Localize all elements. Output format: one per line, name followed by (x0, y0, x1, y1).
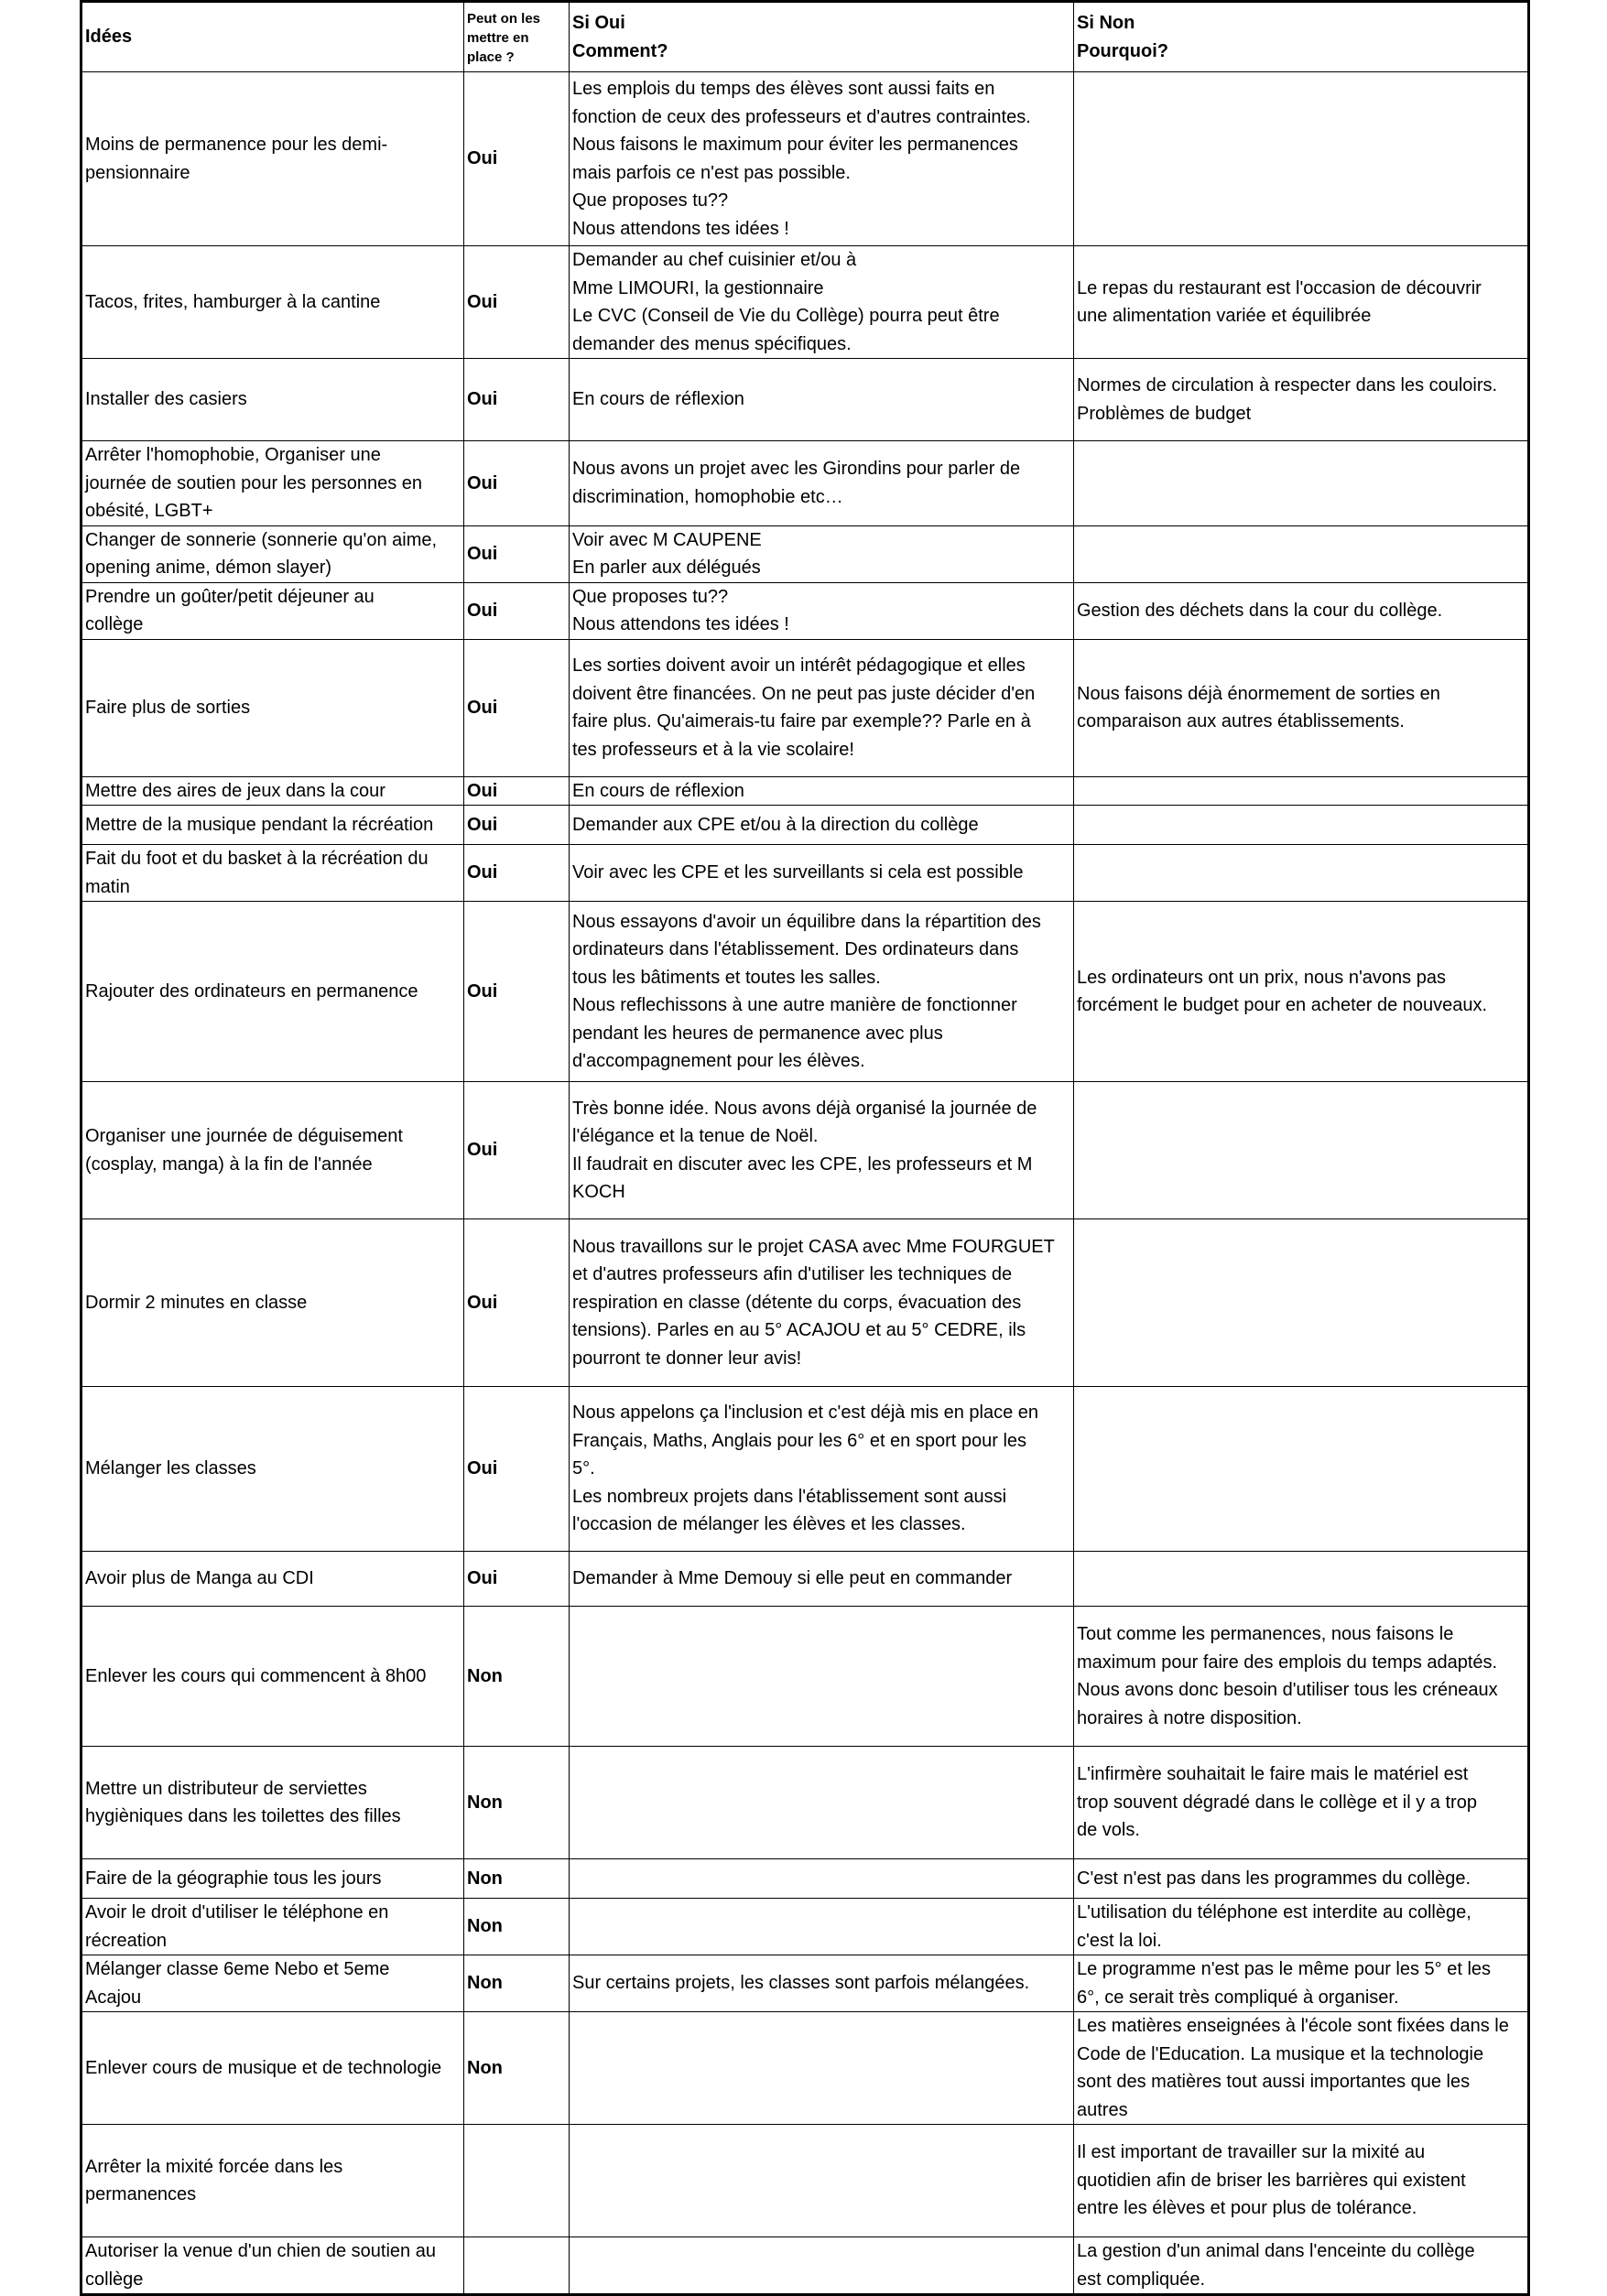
table-row (81, 1955, 1529, 2012)
idea-text: Changer de sonnerie (sonnerie qu'on aime, opening anime, démon slayer) (85, 529, 438, 578)
can-cell (464, 1082, 570, 1219)
idea-cell (81, 1082, 464, 1219)
why-text: Tout comme les permanences, nous faisons le maximum pour faire des emplois du temps adaptés. Nous avons donc besoin d'utiliser tous les créneaux horaires à notre disposition. (1077, 1624, 1498, 1728)
idea-cell (81, 1859, 464, 1899)
why-text: L'infirmère souhaitait le faire mais le matériel est trop souvent dégradé dans le collège et il y a trop de vols. (1077, 1764, 1477, 1841)
table-row (81, 845, 1529, 902)
can-text: Non (467, 1792, 503, 1813)
header-can-implement: Peut on les mettre en place ? (464, 2, 570, 72)
idea-cell (81, 2012, 464, 2125)
why-cell (1074, 525, 1529, 582)
idea-cell (81, 582, 464, 639)
can-text: Oui (467, 389, 498, 410)
how-text: Les emplois du temps des élèves sont aussi faits en fonction de ceux des professeurs et d'autres contraintes. Nous faisons le maximum pour éviter les permanences mais parfois ce n'est pas possible. Que proposes tu?? Nous attendons tes idées ! (572, 79, 1031, 239)
header-row (81, 2, 1529, 72)
table-row (81, 1747, 1529, 1859)
can-cell (464, 246, 570, 359)
table-row (81, 2125, 1529, 2237)
idea-cell (81, 1955, 464, 2012)
can-cell (464, 1387, 570, 1552)
idea-text: Autoriser la venue d'un chien de soutien au collège (85, 2241, 436, 2290)
why-text: Normes de circulation à respecter dans les couloirs. Problèmes de budget (1077, 375, 1498, 424)
can-cell (464, 1552, 570, 1607)
how-text: En cours de réflexion (572, 389, 744, 410)
why-text: Les matières enseignées à l'école sont fixées dans le Code de l'Education. La musique et la technologie sont des matières tout aussi importantes que les autres (1077, 2016, 1509, 2120)
how-text: Voir avec les CPE et les surveillants si cela est possible (572, 862, 1024, 883)
idea-text: Arrêter l'homophobie, Organiser une journée de soutien pour les personnes en obésité, LGBT+ (85, 445, 423, 521)
can-text: Oui (467, 814, 498, 835)
idea-text: Mélanger les classes (85, 1458, 256, 1479)
idea-text: Arrêter la mixité forcée dans les permanences (85, 2156, 343, 2204)
table-row (81, 246, 1529, 359)
ideas-table (80, 0, 1530, 2296)
can-cell (464, 359, 570, 441)
can-text: Oui (467, 862, 498, 883)
can-text: Oui (467, 148, 498, 169)
table-row (81, 2012, 1529, 2125)
how-cell (570, 1219, 1074, 1387)
idea-text: Faire plus de sorties (85, 697, 251, 718)
how-cell (570, 246, 1074, 359)
can-text: Oui (467, 1568, 498, 1589)
can-cell (464, 72, 570, 246)
why-cell (1074, 1747, 1529, 1859)
why-cell (1074, 441, 1529, 526)
can-cell (464, 845, 570, 902)
how-text: Demander aux CPE et/ou à la direction du collège (572, 814, 979, 835)
how-cell (570, 806, 1074, 845)
how-cell (570, 2237, 1074, 2295)
can-cell (464, 1219, 570, 1387)
idea-text: Mettre un distributeur de serviettes hygièniques dans les toilettes des filles (85, 1778, 401, 1826)
how-text: Demander à Mme Demouy si elle peut en commander (572, 1568, 1013, 1589)
idea-cell (81, 1219, 464, 1387)
how-cell (570, 525, 1074, 582)
table-row (81, 582, 1529, 639)
idea-cell (81, 1899, 464, 1955)
how-text: Nous travaillons sur le projet CASA avec Mme FOURGUET et d'autres professeurs afin d'utiliser les techniques de respiration en classe (détente du corps, évacuation des tensions). Parles en au 5° ACAJOU et au 5° CEDRE, ils pourront te donner leur avis! (572, 1236, 1055, 1369)
why-cell (1074, 582, 1529, 639)
can-text: Oui (467, 1458, 498, 1479)
table-row (81, 441, 1529, 526)
can-cell (464, 1607, 570, 1747)
how-cell (570, 1899, 1074, 1955)
can-cell (464, 2237, 570, 2295)
why-cell (1074, 845, 1529, 902)
how-cell (570, 582, 1074, 639)
how-text: Demander au chef cuisinier et/ou à Mme LIMOURI, la gestionnaire Le CVC (Conseil de Vie du Collège) pourra peut être demander des menus spécifiques. (572, 250, 1000, 354)
can-cell (464, 776, 570, 806)
can-cell (464, 1899, 570, 1955)
can-cell (464, 1747, 570, 1859)
idea-cell (81, 639, 464, 776)
how-text: Très bonne idée. Nous avons déjà organisé la journée de l'élégance et la tenue de Noël. Il faudrait en discuter avec les CPE, les professeurs et M KOCH (572, 1098, 1037, 1202)
idea-text: Tacos, frites, hamburger à la cantine (85, 291, 381, 312)
idea-cell (81, 2237, 464, 2295)
idea-text: Avoir plus de Manga au CDI (85, 1568, 314, 1589)
idea-cell (81, 441, 464, 526)
why-cell (1074, 1387, 1529, 1552)
how-cell (570, 359, 1074, 441)
can-text: Oui (467, 600, 498, 621)
can-cell (464, 582, 570, 639)
can-text: Oui (467, 1140, 498, 1161)
why-cell (1074, 1899, 1529, 1955)
how-cell (570, 72, 1074, 246)
why-cell (1074, 639, 1529, 776)
how-cell (570, 776, 1074, 806)
idea-cell (81, 1747, 464, 1859)
idea-cell (81, 806, 464, 845)
table-row (81, 1552, 1529, 1607)
why-cell (1074, 359, 1529, 441)
table-row (81, 72, 1529, 246)
idea-cell (81, 776, 464, 806)
table-row (81, 359, 1529, 441)
how-cell (570, 1747, 1074, 1859)
can-text: Oui (467, 1292, 498, 1313)
table-body (81, 72, 1529, 2295)
how-cell (570, 1607, 1074, 1747)
why-cell (1074, 1219, 1529, 1387)
how-text: Voir avec M CAUPENE En parler aux délégués (572, 529, 762, 578)
can-text: Oui (467, 291, 498, 312)
can-cell (464, 639, 570, 776)
how-cell (570, 1387, 1074, 1552)
can-cell (464, 441, 570, 526)
table-row (81, 1219, 1529, 1387)
why-cell (1074, 1082, 1529, 1219)
why-cell (1074, 1955, 1529, 2012)
table-row (81, 1387, 1529, 1552)
why-text: Il est important de travailler sur la mixité au quotidien afin de briser les barrières qui existent entre les élèves et pour plus de tolérance. (1077, 2142, 1466, 2219)
how-cell (570, 441, 1074, 526)
why-text: L'utilisation du téléphone est interdite au collège, c'est la loi. (1077, 1902, 1471, 1951)
how-cell (570, 2012, 1074, 2125)
idea-text: Dormir 2 minutes en classe (85, 1292, 308, 1313)
can-cell (464, 1955, 570, 2012)
why-cell (1074, 1859, 1529, 1899)
can-text: Oui (467, 472, 498, 493)
how-text: Que proposes tu?? Nous attendons tes idées ! (572, 586, 789, 634)
table-row (81, 902, 1529, 1082)
idea-cell (81, 845, 464, 902)
header-if-yes-how: Si Oui Comment? (570, 2, 1074, 72)
can-text: Non (467, 1916, 503, 1937)
why-cell (1074, 2012, 1529, 2125)
idea-text: Mélanger classe 6eme Nebo et 5eme Acajou (85, 1959, 390, 2008)
header-if-no-why: Si Non Pourquoi? (1074, 2, 1529, 72)
how-cell (570, 2125, 1074, 2237)
idea-cell (81, 525, 464, 582)
how-text: Nous avons un projet avec les Girondins pour parler de discrimination, homophobie etc… (572, 459, 1021, 507)
can-cell (464, 806, 570, 845)
idea-text: Prendre un goûter/petit déjeuner au collège (85, 586, 375, 634)
idea-text: Faire de la géographie tous les jours (85, 1868, 382, 1889)
why-text: Le programme n'est pas le même pour les 5° et les 6°, ce serait très compliqué à organiser. (1077, 1959, 1492, 2008)
can-text: Non (467, 1868, 503, 1889)
table-row (81, 1859, 1529, 1899)
table-row (81, 525, 1529, 582)
table-row (81, 1607, 1529, 1747)
how-text: Nous appelons ça l'inclusion et c'est déjà mis en place en Français, Maths, Anglais pour les 6° et en sport pour les 5°. Les nombreux projets dans l'établissement sont aussi l'occasion de mélanger les élèves et les classes. (572, 1403, 1039, 1535)
why-cell (1074, 72, 1529, 246)
can-cell (464, 902, 570, 1082)
idea-text: Avoir le droit d'utiliser le téléphone en récreation (85, 1902, 389, 1951)
can-text: Oui (467, 697, 498, 718)
how-cell (570, 1859, 1074, 1899)
idea-text: Mettre de la musique pendant la récréation (85, 814, 434, 835)
how-text: En cours de réflexion (572, 780, 744, 801)
can-text: Oui (467, 543, 498, 564)
how-text: Les sorties doivent avoir un intérêt pédagogique et elles doivent être financées. On ne peut pas juste décider d'en faire plus. Qu'aimerais-tu faire par exemple?? Parle en à tes professeurs et à la vie scolaire! (572, 655, 1036, 760)
how-cell (570, 1552, 1074, 1607)
can-text: Non (467, 1973, 503, 1994)
why-text: Le repas du restaurant est l'occasion de découvrir une alimentation variée et équilibrée (1077, 277, 1482, 326)
can-text: Oui (467, 780, 498, 801)
why-cell (1074, 776, 1529, 806)
can-text: Non (467, 2057, 503, 2078)
can-cell (464, 1859, 570, 1899)
table-row (81, 776, 1529, 806)
can-text: Non (467, 1665, 503, 1686)
why-text: Nous faisons déjà énormement de sorties en comparaison aux autres établissements. (1077, 683, 1440, 731)
idea-cell (81, 246, 464, 359)
idea-text: Installer des casiers (85, 389, 247, 410)
why-cell (1074, 1552, 1529, 1607)
table-row (81, 1082, 1529, 1219)
idea-text: Fait du foot et du basket à la récréation du matin (85, 849, 429, 897)
idea-text: Mettre des aires de jeux dans la cour (85, 780, 385, 801)
idea-cell (81, 1607, 464, 1747)
why-cell (1074, 2125, 1529, 2237)
how-text: Sur certains projets, les classes sont parfois mélangées. (572, 1973, 1030, 1994)
how-cell (570, 1082, 1074, 1219)
why-text: La gestion d'un animal dans l'enceinte du collège est compliquée. (1077, 2241, 1475, 2290)
idea-cell (81, 902, 464, 1082)
header-ideas: Idées (81, 2, 464, 72)
why-text: C'est n'est pas dans les programmes du collège. (1077, 1868, 1471, 1889)
how-cell (570, 639, 1074, 776)
idea-cell (81, 2125, 464, 2237)
why-cell (1074, 1607, 1529, 1747)
idea-cell (81, 359, 464, 441)
idea-text: Rajouter des ordinateurs en permanence (85, 980, 418, 1002)
why-text: Les ordinateurs ont un prix, nous n'avons pas forcément le budget pour en acheter de nouveaux. (1077, 967, 1488, 1015)
can-cell (464, 2125, 570, 2237)
idea-text: Enlever les cours qui commencent à 8h00 (85, 1665, 427, 1686)
idea-cell (81, 1552, 464, 1607)
idea-cell (81, 72, 464, 246)
table-row (81, 1899, 1529, 1955)
idea-text: Moins de permanence pour les demi- pensionnaire (85, 135, 388, 183)
table-row (81, 2237, 1529, 2295)
how-cell (570, 902, 1074, 1082)
why-cell (1074, 246, 1529, 359)
how-cell (570, 845, 1074, 902)
idea-text: Enlever cours de musique et de technologie (85, 2057, 442, 2078)
why-cell (1074, 806, 1529, 845)
table-row (81, 806, 1529, 845)
idea-text: Organiser une journée de déguisement (cosplay, manga) à la fin de l'année (85, 1126, 403, 1175)
why-text: Gestion des déchets dans la cour du collège. (1077, 600, 1443, 621)
can-cell (464, 525, 570, 582)
idea-cell (81, 1387, 464, 1552)
can-text: Oui (467, 980, 498, 1002)
how-cell (570, 1955, 1074, 2012)
why-cell (1074, 2237, 1529, 2295)
why-cell (1074, 902, 1529, 1082)
table-row (81, 639, 1529, 776)
can-cell (464, 2012, 570, 2125)
how-text: Nous essayons d'avoir un équilibre dans la répartition des ordinateurs dans l'établissement. Des ordinateurs dans tous les bâtiments et toutes les salles. Nous reflechissons à une autre manière de fonctionner pendant les heures de permanence avec plus d'accompagnement pour les élèves. (572, 911, 1041, 1071)
